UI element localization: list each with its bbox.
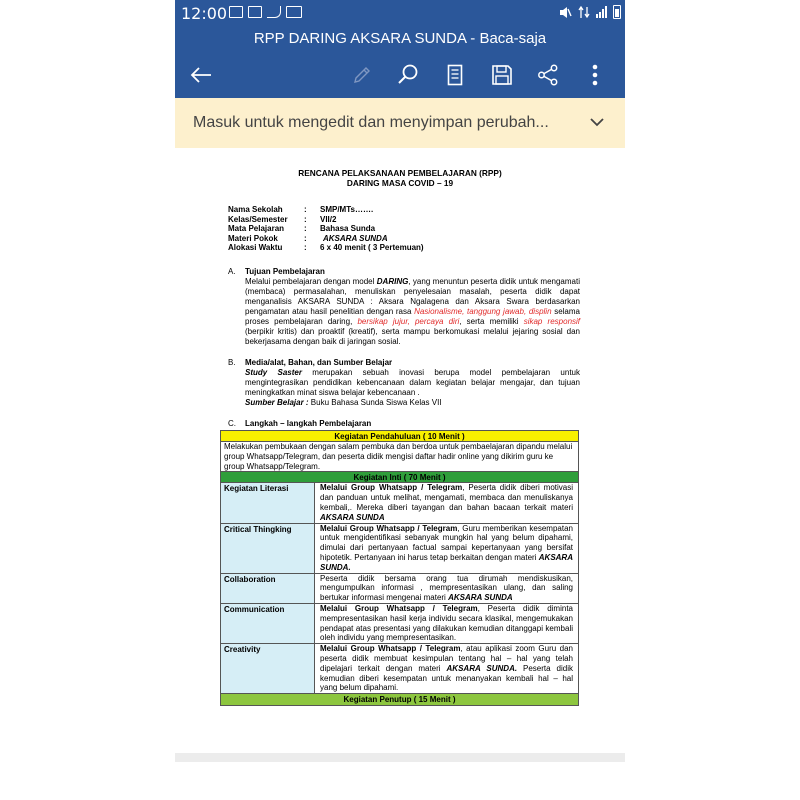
row-label: Creativity	[221, 644, 315, 693]
status-bar	[175, 0, 625, 26]
closing-header: Kegiatan Penutup ( 15 Menit )	[221, 694, 578, 705]
row-label: Communication	[221, 604, 315, 643]
search-button[interactable]	[393, 60, 423, 90]
section-b-text: Study Saster merupakan sebuah inovasi berupa model pembelajaran untuk mengintegrasikan pendidikan kebencanaan dalam kegiatan belajar mengajar, dan tujuan meningkatkan minat siswa belajar kebencanaan . Sumber Belajar : Buku Bahasa Sunda Siswa Kelas VII	[245, 367, 580, 407]
row-label: Collaboration	[221, 574, 315, 603]
chevron-down-icon[interactable]	[589, 114, 605, 130]
table-row	[221, 604, 578, 644]
banner-text: Masuk untuk mengedit dan menyimpan perubah...	[193, 114, 549, 131]
document-content	[220, 168, 580, 429]
section-b-heading: Media/alat, Bahan, dan Sumber Belajar	[245, 357, 393, 367]
pencil-icon	[352, 65, 372, 85]
more-options-button[interactable]	[580, 60, 610, 90]
doc-title-1: RENCANA PELAKSANAAN PEMBELAJARAN (RPP)	[298, 168, 502, 178]
row-label: Critical Thingking	[221, 524, 315, 573]
row-label: Kegiatan Literasi	[221, 483, 315, 522]
intro-text: Melakukan pembukaan dengan salam pembuka dan berdoa untuk pembaelajaran dipandu melalui group Whatsapp/Telegram, dan peserta didik mengisi daftar hadir online yang dikirim guru ke group Whatsapp/Telegram.	[221, 442, 578, 472]
identity-table	[228, 205, 580, 253]
identity-row: Kelas/Semester : VII/2	[228, 214, 337, 224]
doc-title-2: DARING MASA COVID – 19	[346, 178, 454, 188]
document-title: RPP DARING AKSARA SUNDA - Baca-saja	[175, 26, 625, 52]
table-row	[221, 524, 578, 574]
intro-header: Kegiatan Pendahuluan ( 10 Menit )	[221, 431, 578, 442]
table-row	[221, 483, 578, 523]
next-document-page[interactable]	[175, 762, 625, 800]
edit-button[interactable]	[347, 60, 377, 90]
section-a-heading: Tujuan Pembelajaran	[245, 266, 325, 276]
mail-notification-icon	[229, 6, 243, 18]
table-row	[221, 644, 578, 694]
document-page[interactable]	[175, 148, 625, 753]
section-c-heading: Langkah – langkah Pembelajaran	[245, 418, 372, 428]
screen-notification-icon	[286, 6, 302, 18]
search-icon	[397, 64, 419, 86]
identity-row: Mata Pelajaran : Bahasa Sunda	[228, 224, 376, 233]
signal-icon	[596, 6, 607, 18]
row-text: Melalui Group Whatsapp / Telegram, atau aplikasi zoom Guru dan peserta didik membuat kesimpulan tentang hal – hal yang telah dipelajari terkait dengan materi AKSARA SUNDA. Peserta didik kemudian diberi kesempatan untuk menanyakan kembali hal – hal yang belum dipahami.	[320, 644, 574, 693]
phone-screen	[175, 0, 625, 800]
share-button[interactable]	[533, 60, 563, 90]
more-icon	[592, 64, 598, 86]
row-text: Melalui Group Whatsapp / Telegram, Guru memberikan kesempatan untuk mengidentifikasi sebanyak mungkin hal yang belum dipahami, dimulai dari pertanyaan factual sampai kepertanyaan yang bersifat hipotetik. Pertanyaan ini harus tetap berkaitan dengan materi AKSARA SUNDA.	[320, 523, 573, 572]
gallery-notification-icon	[248, 6, 262, 18]
lesson-steps-table	[220, 430, 579, 706]
back-arrow-icon	[190, 67, 212, 83]
sign-in-banner[interactable]	[175, 98, 625, 148]
toolbar	[175, 52, 625, 98]
table-row	[221, 574, 578, 604]
section-b: B. Media/alat, Bahan, dan Sumber Belajar Study Saster merupakan sebuah inovasi berupa model pembelajaran untuk mengintegrasikan pendidikan kebencanaan dalam kegiatan belajar mengajar, dan tujuan meningkatkan minat siswa belajar kebencanaan . Sumber Belajar : Buku Bahasa Sunda Siswa Kelas VII	[228, 357, 580, 407]
section-a-text: Melalui pembelajaran dengan model DARING, yang menuntun peserta didik untuk mengamati (membaca) permasalahan, menuliskan penyelesaian masalah, peserta didik dapat menganalisis AKSARA SUNDA : Aksara Ngalagena dan Aksara Swara berdasarkan pengamatan atau hasil penelitian dengan rasa Nasionalisme, tanggung jawab, displin selama proses pembelajaran daring, bersikap jujur, percaya diri, serta memiliki sikap responsif (berpikir kritis) dan proaktif (kreatif), serta mampu berkomukasi melalui jejaring sosial dan bekerjasama dengan baik di jaringan sosial.	[245, 276, 581, 346]
save-icon	[491, 64, 513, 86]
identity-row: Alokasi Waktu : 6 x 40 menit ( 3 Pertemuan)	[228, 243, 424, 252]
data-transfer-icon	[578, 6, 590, 19]
identity-row: Nama Sekolah : SMP/MTs…….	[228, 205, 374, 214]
section-a: A. Tujuan Pembelajaran Melalui pembelajaran dengan model DARING, yang menuntun peserta didik untuk mengamati (membaca) permasalahan, menuliskan penyelesaian masalah, peserta didik dapat menganalisis AKSARA SUNDA : Aksara Ngalagena dan Aksara Swara berdasarkan pengamatan atau hasil penelitian dengan rasa Nasionalisme, tanggung jawab, displin selama proses pembelajaran daring, bersikap jujur, percaya diri, serta memiliki sikap responsif (berpikir kritis) dan proaktif (kreatif), serta mampu berkomukasi melalui jejaring sosial dan bekerjasama dengan baik di jaringan sosial.	[228, 266, 581, 346]
reading-view-icon	[447, 64, 463, 86]
core-header: Kegiatan Inti ( 70 Menit )	[221, 472, 578, 483]
identity-row: Materi Pokok : AKSARA SUNDA	[228, 233, 388, 243]
share-icon	[537, 64, 559, 86]
row-text: Peserta didik bersama orang tua dirumah mendiskusikan, mengumpulkan informasi , mempresentasikan ulang, dan saling bertukar informasi mengenai materi AKSARA SUNDA	[320, 573, 573, 603]
section-c: C. Langkah – langkah Pembelajaran	[228, 418, 372, 428]
row-text: Melalui Group Whatsapp / Telegram, Peserta didik diberi motivasi dan panduan untuk melihat, mengamati, membaca dan menuliskanya kembali,. Mereka diberi tayangan dan bahan bacaan terkait materi AKSARA SUNDA	[320, 483, 573, 522]
battery-icon	[613, 5, 621, 19]
clock: 12:00	[181, 4, 228, 23]
mute-icon	[558, 6, 572, 19]
row-text: Melalui Group Whatsapp / Telegram, Peserta didik diminta mempresentasikan hasil kerja individu secara klasikal, mengemukakan pendapat atas presentasi yang dilakukan kemudian ditanggapi kembali oleh individu yang mempresentasikan.	[320, 603, 573, 643]
back-button[interactable]	[186, 60, 216, 90]
reading-view-button[interactable]	[440, 60, 470, 90]
clean-notification-icon	[267, 6, 281, 18]
save-button[interactable]	[487, 60, 517, 90]
